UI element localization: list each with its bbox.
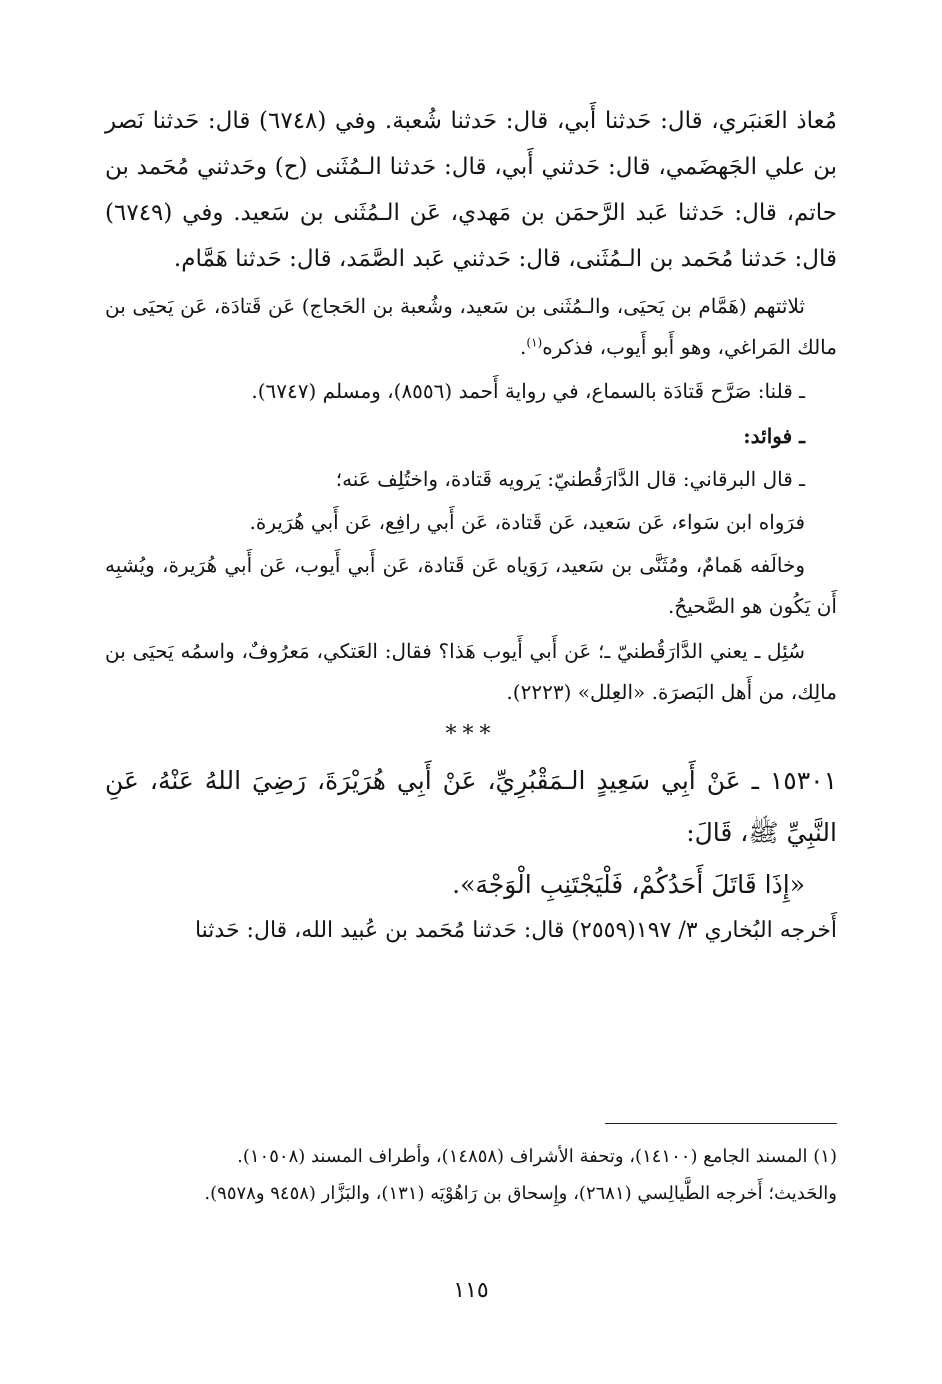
fawaid-item-4: سُئِل ـ يعني الدَّارَقُطنيّ ـ؛ عَن أَبي أَيوب هَذا؟ فقال: العَتكي، مَعرُوفٌ، واسمُه يَحيَى بن مالِك، من أَهل البَصرَة. «العِلل» (٢٢٢٣). bbox=[105, 639, 837, 704]
document-page bbox=[105, 98, 837, 1328]
footnote-divider bbox=[605, 1123, 837, 1124]
hadith-intro: ١٥٣٠١ ـ عَنْ أَبِي سَعِيدٍ الـمَقْبُرِيِّ، عَنْ أَبِي هُرَيْرَةَ، رَضِيَ اللهُ عَنْهُ، عَنِ النَّبِيِّ ﷺ، قَالَ: bbox=[105, 766, 837, 847]
isnad-paragraph: مُعاذ العَنبَري، قال: حَدثنا أَبي، قال: حَدثنا شُعبة. وفي (٦٧٤٨) قال: حَدثنا نَصر بن علي الجَهضَمي، قال: حَدثني أَبي، قال: حَدثنا الـمُثَنى (ح) وحَدثني مُحَمد بن حاتم، قال: حَدثنا عَبد الرَّحمَن بن مَهدي، عَن الـمُثَنى بن سَعيد. وفي (٦٧٤٩) قال: حَدثنا مُحَمد بن الـمُثَنى، قال: حَدثني عَبد الصَّمَد، قال: حَدثنا هَمَّام. bbox=[105, 108, 837, 272]
footnote-ref-1[interactable]: (١) bbox=[526, 335, 543, 350]
footnotes bbox=[105, 1138, 837, 1212]
fawaid-item-1: ـ قال البرقاني: قال الدَّارَقُطنيّ: يَرويه قَتادة، واختُلِف عَنه؛ bbox=[335, 467, 805, 491]
narrators-text: ثلاثتهم (هَمَّام بن يَحيَى، والـمُثَنى بن سَعيد، وشُعبة بن الحَجاج) عَن قَتادَة، عَن يَحيَى بن مالك المَراغي، وهو أَبو أَيوب، فذكره bbox=[105, 294, 837, 359]
fawaid-item-2: فرَواه ابن سَواء، عَن سَعيد، عَن قَتادة، عَن أَبي رافِع، عَن أَبي هُرَيرة. bbox=[249, 510, 805, 534]
narrators-end: . bbox=[520, 335, 527, 359]
fawaid-item-3: وخالَفه هَمامٌ، ومُثَنَّى بن سَعيد، رَوَياه عَن قَتادة، عَن أَبي أَيوب، عَن أَبي هُرَيرة، ويُشبِه أَن يَكُون هو الصَّحيحُ. bbox=[105, 553, 837, 618]
section-separator: *** bbox=[445, 722, 497, 747]
narrators-paragraph bbox=[105, 286, 837, 368]
footnote-2: والحَديث؛ أَخرجه الطَّيالِسي (٢٦٨١)، وإِسحاق بن رَاهُوْيَه (١٣١)، والبَزَّار (٩٤٥٨ و٩٥٧٨). bbox=[204, 1183, 837, 1204]
page-number: ١١٥ bbox=[453, 1278, 489, 1303]
footnote-1: (١) المسند الجامع (١٤١٠٠)، وتحفة الأشراف (١٤٨٥٨)، وأطراف المسند (١٠٥٠٨). bbox=[237, 1146, 837, 1167]
note-line: ـ قلنا: صَرَّح قَتادَة بالسماع، في رواية أَحمد (٨٥٥٦)، ومسلم (٦٧٤٧). bbox=[251, 379, 805, 403]
hadith-text: «إِذَا قَاتَلَ أَحَدُكُمْ، فَلْيَجْتَنِبِ الْوَجْهَ». bbox=[452, 870, 805, 899]
fawaid-heading: ـ فوائد: bbox=[743, 424, 805, 448]
takhrij-line: أَخرجه البُخاري ٣/ ١٩٧(٢٥٥٩) قال: حَدثنا مُحَمد بن عُبيد الله، قال: حَدثنا bbox=[194, 918, 837, 943]
